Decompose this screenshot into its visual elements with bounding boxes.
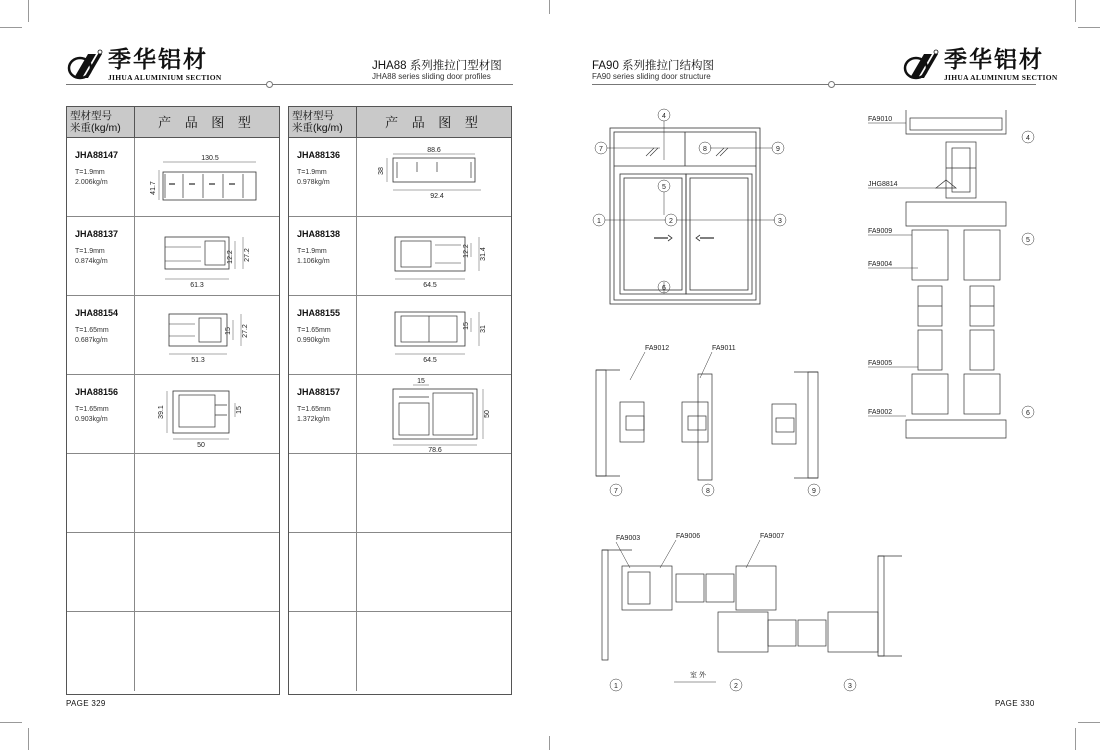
table-row-empty [289,454,511,533]
table-row [67,296,279,375]
model-header: 型材型号 米重(kg/m) [289,107,357,137]
door-elevation [610,128,760,304]
profile-drawing [135,375,279,453]
horizontal-section-middle [596,370,818,480]
svg-text:FA9005: FA9005 [868,360,893,367]
profile-code: JHA88138 [297,229,341,239]
profile-thickness: T=1.9mm [75,169,105,176]
svg-text:3: 3 [778,218,782,225]
svg-text:4: 4 [1026,135,1030,142]
svg-text:1: 1 [597,218,601,225]
profile-weight: 0.978kg/m [297,179,330,186]
svg-text:78.6: 78.6 [428,447,442,453]
svg-text:51.3: 51.3 [191,357,205,364]
profile-drawing [357,138,511,216]
crop-mark [1078,722,1100,723]
table-header [289,107,511,138]
profile-weight: 0.903kg/m [75,416,108,423]
profile-thickness: T=1.65mm [75,406,109,413]
table-row-empty [289,612,511,691]
profile-thickness: T=1.65mm [297,406,331,413]
profile-weight: 0.687kg/m [75,337,108,344]
table-row [67,138,279,217]
svg-text:12.2: 12.2 [463,244,470,258]
crop-mark [1078,27,1100,28]
profile-code: JHA88154 [75,308,119,318]
table-row [67,375,279,454]
svg-text:92.4: 92.4 [430,193,444,200]
svg-text:FA9010: FA9010 [868,116,893,123]
svg-text:2: 2 [669,218,673,225]
header-rule [66,84,513,85]
crop-mark [1075,728,1076,750]
page-number-right: PAGE 330 [995,699,1035,708]
svg-text:88.6: 88.6 [427,147,441,154]
svg-text:7: 7 [599,146,603,153]
profile-weight: 0.990kg/m [297,337,330,344]
brand-emblem-icon [902,48,940,82]
svg-text:64.5: 64.5 [423,282,437,289]
right-page-title: FA90 系列推拉门结构图 [592,60,715,72]
crop-mark [0,722,22,723]
svg-text:8: 8 [703,146,707,153]
svg-text:3: 3 [848,683,852,690]
brand-name-en: JIHUA ALUMINIUM SECTION [944,73,1058,82]
left-page-subtitle: JHA88 series sliding door profiles [372,72,491,81]
table-row [289,217,511,296]
table-row [289,375,511,454]
spine-mark [549,736,550,750]
svg-text:41.7: 41.7 [150,181,157,195]
svg-text:6: 6 [1026,410,1030,417]
profile-code: JHA88156 [75,387,119,397]
svg-text:FA9012: FA9012 [645,345,670,352]
profile-thickness: T=1.65mm [75,327,109,334]
profile-thickness: T=1.9mm [297,248,327,255]
brand-logo-right [902,47,1058,82]
profile-code: JHA88155 [297,308,341,318]
crop-mark [28,0,29,22]
table-row-empty [67,533,279,612]
svg-text:31: 31 [480,325,487,333]
svg-text:FA9004: FA9004 [868,261,893,268]
svg-text:61.3: 61.3 [190,282,204,289]
image-header: 产 品 图 型 [158,115,256,130]
table-row-empty [289,533,511,612]
profile-thickness: T=1.9mm [75,248,105,255]
profile-code: JHA88147 [75,150,119,160]
crop-mark [1075,0,1076,22]
svg-text:FA9003: FA9003 [616,535,641,542]
profile-code: JHA88157 [297,387,341,397]
svg-text:4: 4 [662,113,666,120]
profile-weight: 1.106kg/m [297,258,330,265]
profile-code: JHA88136 [297,150,341,160]
profile-table-col2 [288,106,512,695]
table-row [67,217,279,296]
svg-text:2: 2 [734,683,738,690]
svg-text:6: 6 [662,285,666,292]
horizontal-section-bottom [602,550,902,660]
page-number-left: PAGE 329 [66,699,106,708]
svg-text:JHG8814: JHG8814 [868,181,898,188]
svg-text:5: 5 [662,184,666,191]
brand-name-cn: 季华铝材 [944,47,1044,73]
profile-drawing [357,375,511,453]
svg-text:27.2: 27.2 [242,324,249,338]
brand-emblem-icon [66,48,104,82]
profile-drawing [357,296,511,374]
profile-thickness: T=1.9mm [297,169,327,176]
profile-table-col1 [66,106,280,695]
left-page-title: JHA88 系列推拉门型材图 [372,60,502,72]
model-header: 型材型号 米重(kg/m) [67,107,135,137]
brand-name-en: JIHUA ALUMINIUM SECTION [108,73,222,82]
svg-text:FA9011: FA9011 [712,345,736,352]
table-row-empty [67,454,279,533]
svg-text:15: 15 [236,406,243,414]
svg-text:50: 50 [197,442,205,449]
table-row [289,138,511,217]
vertical-section-top [906,110,1006,438]
crop-mark [0,27,22,28]
crop-mark [28,728,29,750]
header-rule-dot [828,81,835,88]
svg-text:FA9009: FA9009 [868,228,893,235]
profile-drawing [135,296,279,374]
brand-logo-left [66,47,222,82]
vertical-section-leaders [868,123,936,416]
svg-text:15: 15 [463,322,470,330]
svg-text:15: 15 [225,327,232,335]
table-row-empty [67,612,279,691]
svg-text:FA9002: FA9002 [868,409,893,416]
svg-text:8: 8 [706,488,710,495]
profile-thickness: T=1.65mm [297,327,331,334]
profile-drawing [135,138,279,216]
door-structure-drawings [550,90,1050,700]
svg-text:15: 15 [417,378,425,385]
profile-drawing [357,217,511,295]
svg-text:64.5: 64.5 [423,357,437,364]
table-header [67,107,279,138]
svg-text:130.5: 130.5 [201,155,219,162]
svg-text:1: 1 [614,683,618,690]
svg-text:FA9007: FA9007 [760,533,785,540]
header-rule-dot [266,81,273,88]
svg-text:7: 7 [614,488,618,495]
profile-weight: 2.006kg/m [75,179,108,186]
svg-text:39.1: 39.1 [158,405,165,419]
table-row [289,296,511,375]
svg-text:38: 38 [378,167,385,175]
svg-text:FA9006: FA9006 [676,533,701,540]
svg-text:31.4: 31.4 [480,247,487,261]
right-page-subtitle: FA90 series sliding door structure [592,72,711,81]
profile-code: JHA88137 [75,229,119,239]
profile-drawing [135,217,279,295]
spine-mark [549,0,550,14]
image-header: 产 品 图 型 [385,115,483,130]
svg-text:27.2: 27.2 [244,248,251,262]
svg-text:9: 9 [812,488,816,495]
elevation-callouts [593,109,786,293]
svg-text:9: 9 [776,146,780,153]
brand-name-cn: 季华铝材 [108,47,208,73]
profile-weight: 0.874kg/m [75,258,108,265]
header-rule [592,84,1036,85]
svg-text:室 外: 室 外 [690,672,706,679]
svg-text:50: 50 [484,410,491,418]
profile-weight: 1.372kg/m [297,416,330,423]
svg-text:5: 5 [1026,237,1030,244]
svg-text:12.2: 12.2 [227,250,234,264]
